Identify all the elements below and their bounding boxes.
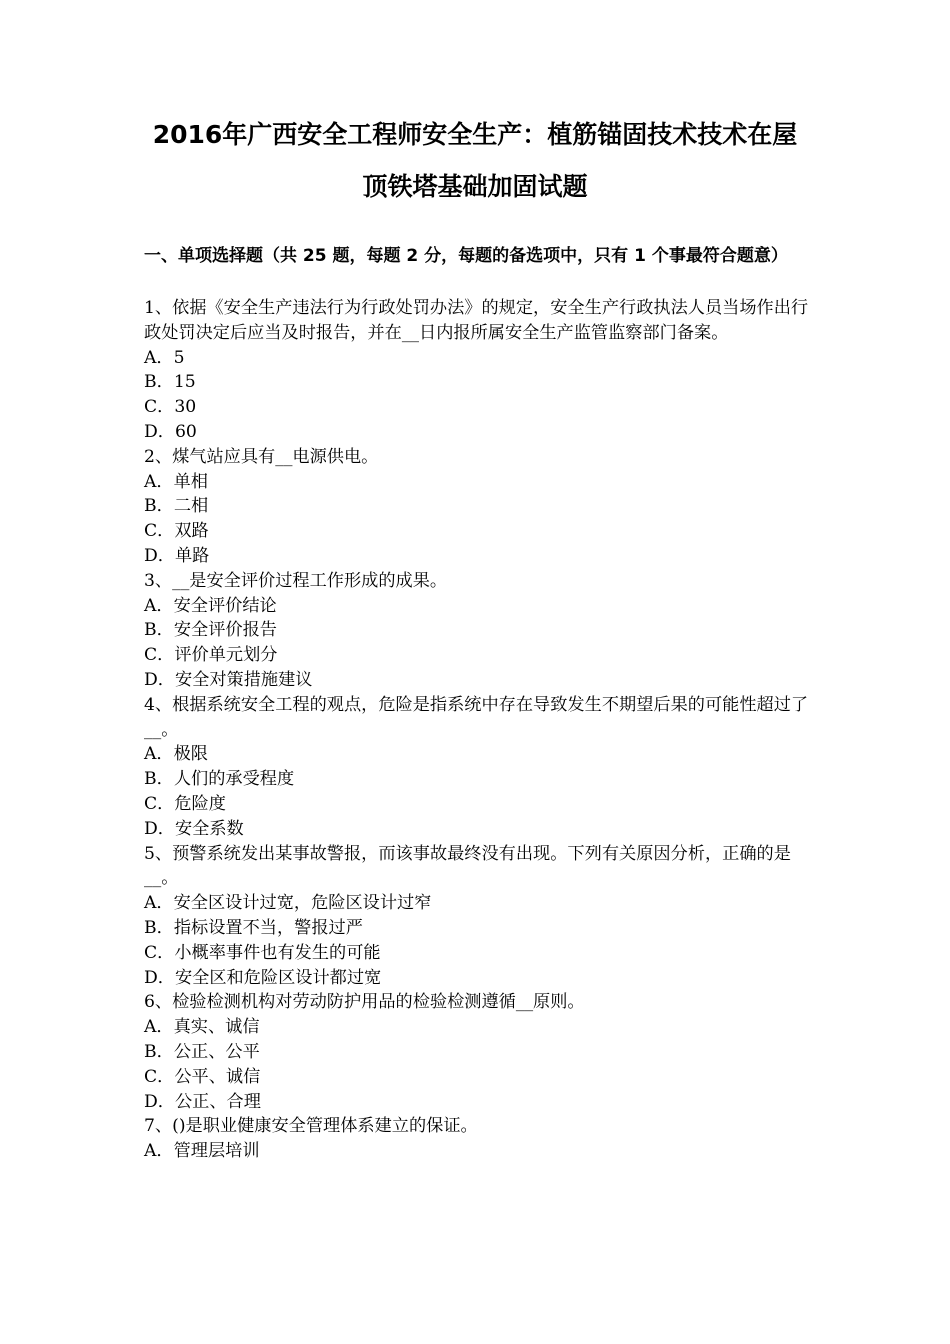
question-7-option-a: A．管理层培训	[144, 1141, 260, 1162]
question-5: 5、预警系统发出某事故警报，而该事故最终没有出现。下列有关原因分析，正确的是__。	[144, 843, 791, 889]
question-list	[144, 296, 812, 1164]
question-2-option-c: C．双路	[144, 521, 209, 542]
question-6-option-d: D．公正、合理	[144, 1091, 261, 1112]
question-2-option-d: D．单路	[144, 545, 210, 566]
question-2-option-b: B．二相	[144, 496, 209, 517]
question-6-option-c: C．公平、诚信	[144, 1066, 261, 1087]
question-5-option-b: B．指标设置不当，警报过严	[144, 917, 363, 938]
question-3-option-b: B．安全评价报告	[144, 620, 277, 641]
question-7: 7、()是职业健康安全管理体系建立的保证。	[144, 1116, 478, 1137]
question-2-option-a: A．单相	[144, 471, 208, 492]
question-4-option-c: C．危险度	[144, 793, 226, 814]
question-3: 3、__是安全评价过程工作形成的成果。	[144, 570, 448, 591]
question-5-option-d: D．安全区和危险区设计都过宽	[144, 967, 382, 988]
question-4-option-d: D．安全系数	[144, 818, 244, 839]
question-4-option-b: B．人们的承受程度	[144, 769, 295, 790]
section-heading: 一、单项选择题（共 25 题，每题 2 分，每题的备选项中，只有 1 个事最符合题意）	[144, 246, 788, 266]
question-2: 2、煤气站应具有__电源供电。	[144, 446, 379, 467]
question-5-option-a: A．安全区设计过宽，危险区设计过窄	[144, 893, 432, 914]
question-1-option-a: A．5	[144, 347, 185, 368]
question-6-option-a: A．真实、诚信	[144, 1017, 260, 1038]
question-1-option-d: D．60	[144, 421, 197, 442]
question-6-option-b: B．公正、公平	[144, 1041, 260, 1062]
question-4-option-a: A．极限	[144, 744, 208, 765]
question-3-option-c: C．评价单元划分	[144, 645, 278, 666]
question-1-option-c: C．30	[144, 397, 197, 418]
question-5-option-c: C．小概率事件也有发生的可能	[144, 942, 381, 963]
question-3-option-d: D．安全对策措施建议	[144, 669, 313, 690]
document-title-line-1: 2016年广西安全工程师安全生产：植筋锚固技术技术在屋	[152, 120, 798, 149]
question-1: 1、依据《安全生产违法行为行政处罚办法》的规定，安全生产行政执法人员当场作出行政处罚决定后应当及时报告，并在__日内报所属安全生产监管监察部门备案。	[144, 298, 809, 343]
question-1-option-b: B．15	[144, 372, 196, 393]
document-title-line-2: 顶铁塔基础加固试题	[362, 172, 588, 201]
question-6: 6、检验检测机构对劳动防护用品的检验检测遵循__原则。	[144, 992, 585, 1013]
question-3-option-a: A．安全评价结论	[144, 595, 277, 616]
question-4: 4、根据系统安全工程的观点，危险是指系统中存在导致发生不期望后果的可能性超过了__。	[144, 694, 809, 740]
